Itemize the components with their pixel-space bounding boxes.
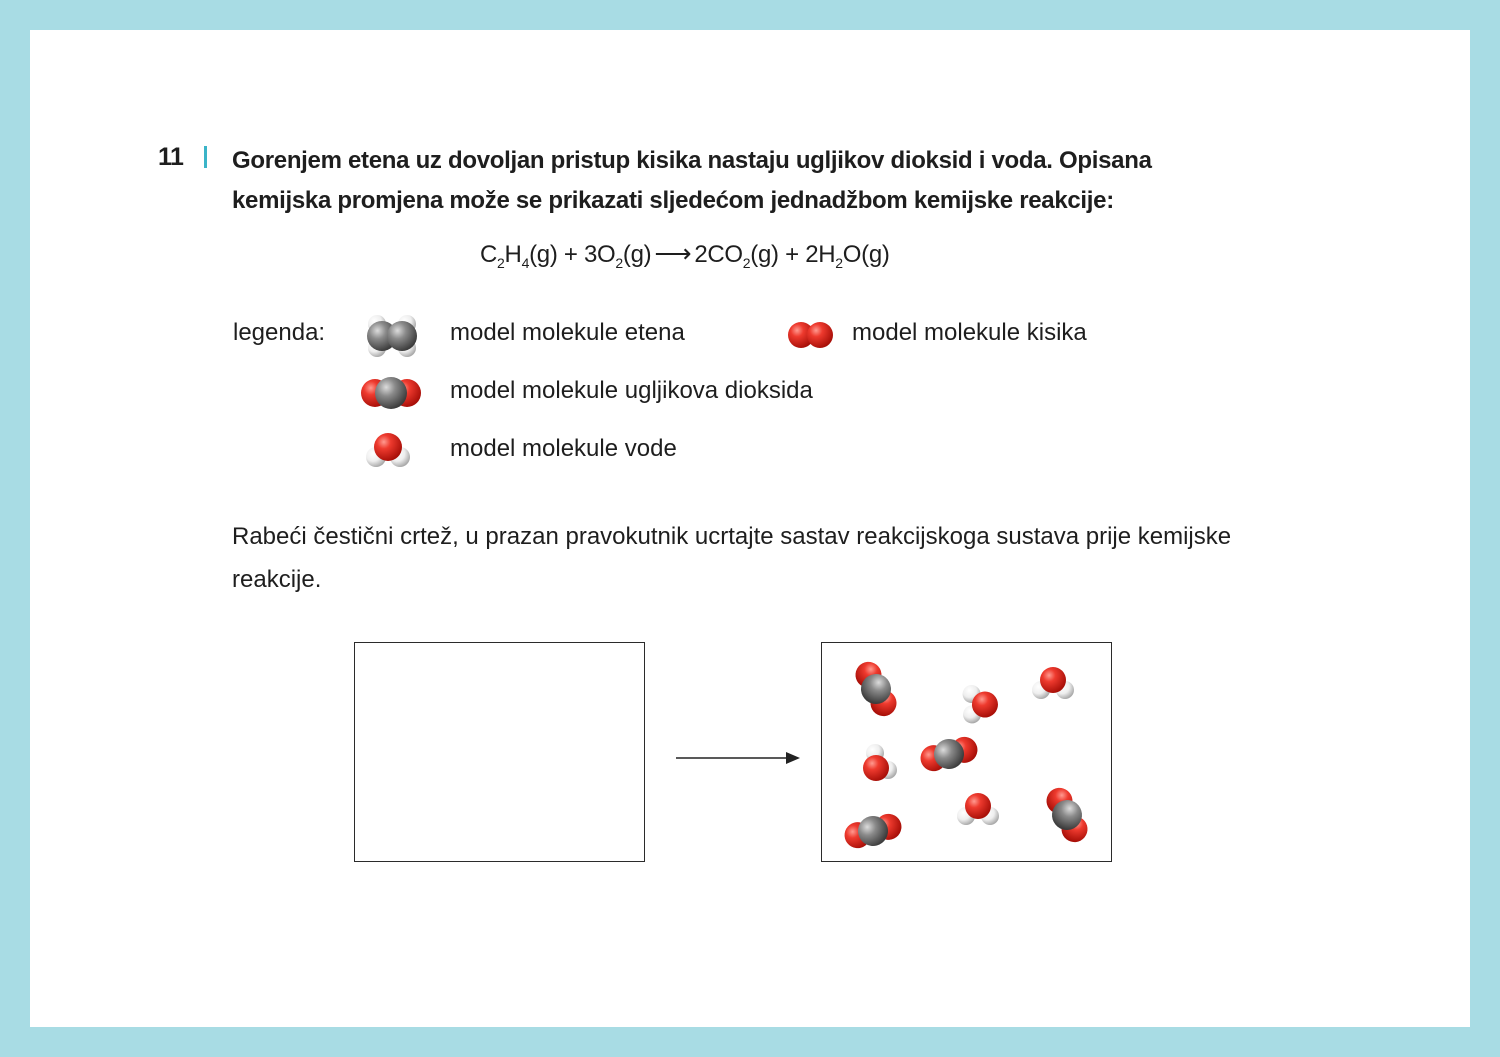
eq-ethene-h: H	[504, 241, 522, 268]
eq-oxygen-state: (g)	[622, 241, 652, 268]
eq-ethene-state: (g)	[529, 241, 558, 268]
question-text: Gorenjem etena uz dovoljan pristup kisika nastaju ugljikov dioksid i voda. Opisana kemijska promjena može se prikazati sljedećom jednadžbom kemijske reakcije:	[232, 147, 1152, 214]
legend-label: legenda:	[233, 319, 326, 346]
legend-co2-text: model molekule ugljikova dioksida	[450, 377, 813, 404]
water-molecule	[953, 787, 1003, 831]
eq-water: 2H	[805, 241, 836, 268]
instruction-text: Rabeći čestični crtež, u prazan pravokutnik ucrtajte sastav reakcijskoga sustava prije kemijske reakcije.	[232, 523, 1232, 593]
question-accent-bar	[204, 146, 207, 168]
legend-water-text: model molekule vode	[450, 435, 677, 462]
eq-co2-sub: 2	[742, 255, 751, 271]
water-molecule	[1028, 661, 1078, 705]
water-molecule	[957, 681, 1007, 727]
eq-ethene-c: C	[480, 241, 498, 268]
co2-molecule	[916, 731, 982, 777]
eq-water-rest: O(g)	[842, 241, 890, 268]
chemical-equation	[480, 238, 890, 269]
legend-oxygen-text: model molekule kisika	[852, 319, 1087, 346]
eq-ethene-c-sub: 2	[497, 255, 505, 271]
eq-co2-state: (g)	[750, 241, 779, 268]
eq-oxygen-sub: 2	[615, 255, 623, 271]
eq-arrow: ⟶	[654, 238, 692, 268]
co2-molecule	[1037, 783, 1097, 847]
carbon-dioxide-molecule-icon	[359, 374, 423, 412]
water-molecule-icon	[363, 430, 413, 472]
eq-co2: 2CO	[694, 241, 743, 268]
ethene-molecule-icon	[362, 312, 422, 360]
water-molecule	[854, 739, 900, 787]
reaction-arrow-icon	[676, 748, 802, 768]
eq-water-sub: 2	[835, 255, 843, 271]
question-number: 11	[158, 143, 184, 171]
eq-oxygen: 3O	[584, 241, 616, 268]
legend-ethene-text: model molekule etena	[450, 319, 685, 346]
eq-plus-2: +	[785, 241, 799, 268]
co2-molecule	[840, 807, 906, 855]
eq-plus-1: +	[563, 241, 578, 268]
empty-drawing-box[interactable]	[354, 642, 645, 862]
oxygen-molecule-icon	[787, 318, 835, 352]
co2-molecule	[846, 657, 906, 721]
products-box	[821, 642, 1112, 862]
eq-ethene-h-sub: 4	[521, 255, 530, 271]
